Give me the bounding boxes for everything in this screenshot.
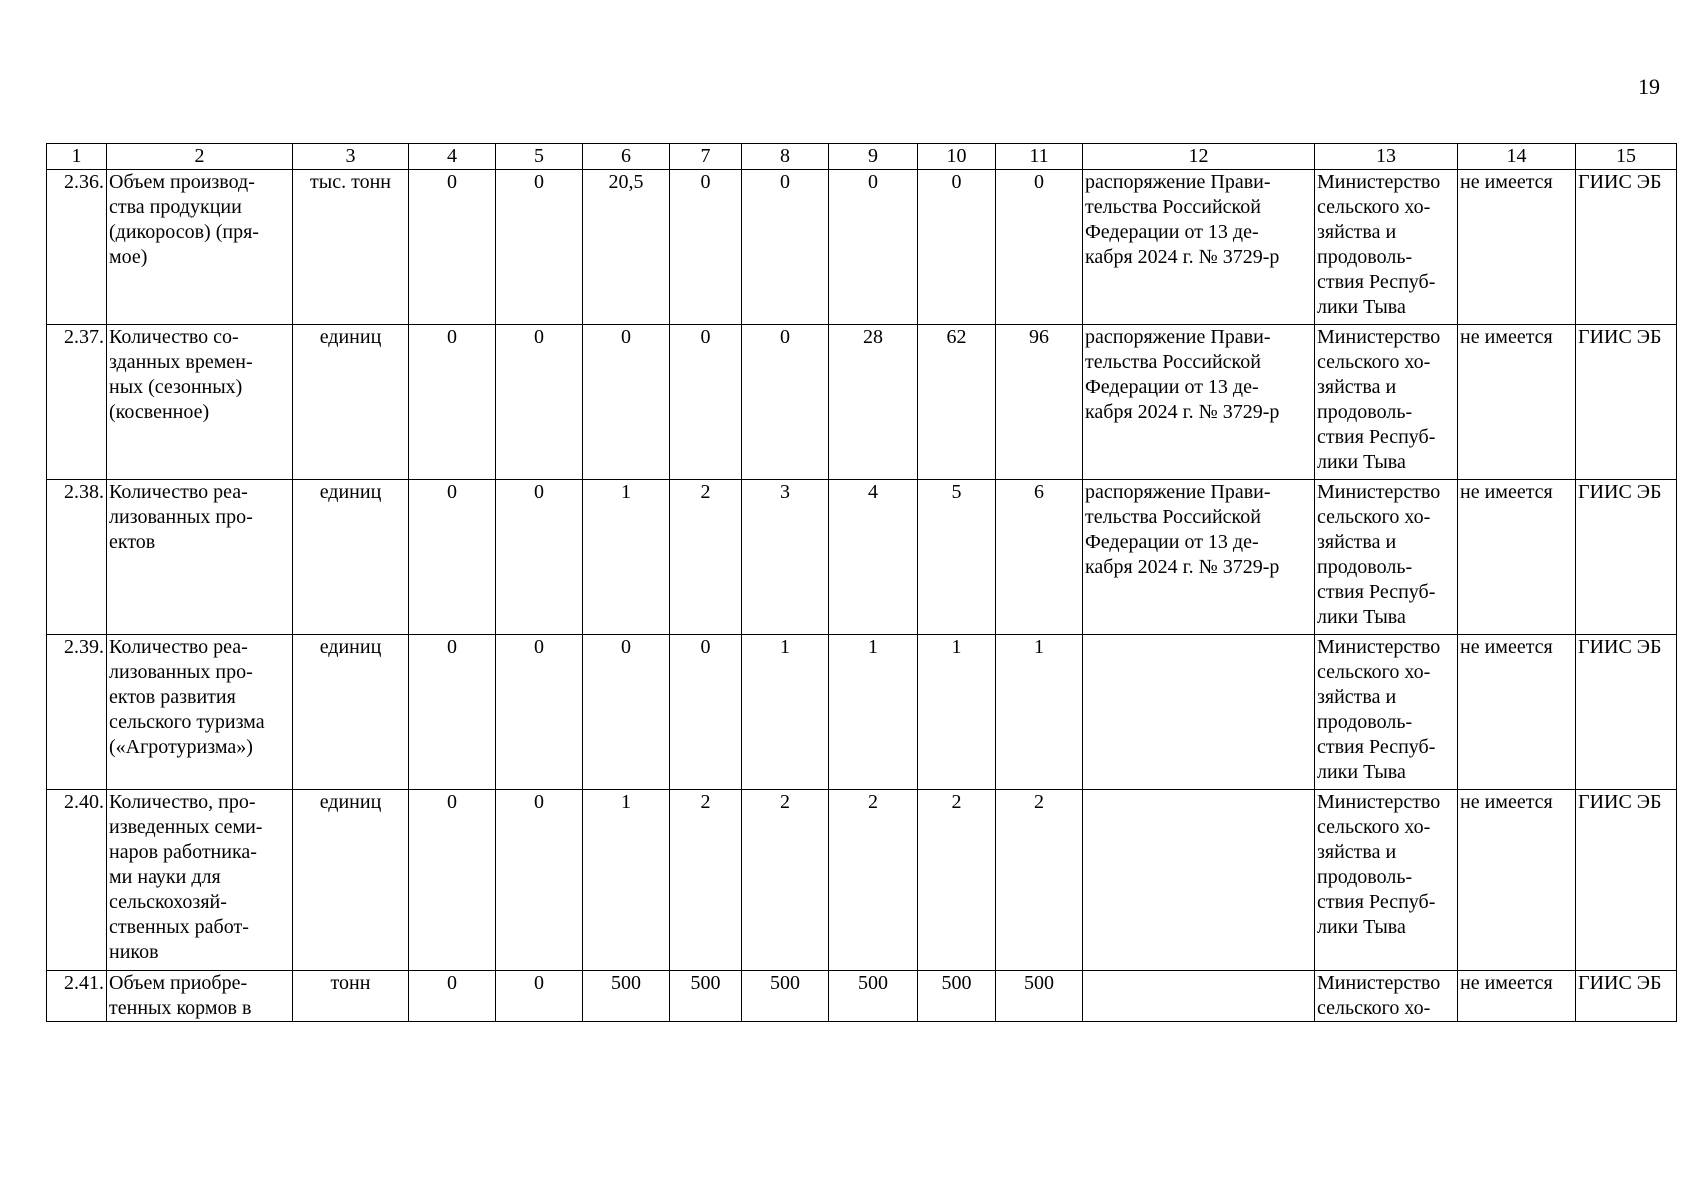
indicator-name-cell: Количество, про- изведенных семи- наров работника- ми науки для сельскохозяй- ственных работ- ников: [107, 790, 293, 971]
indicator-name-cell: Количество реа- лизованных про- ектов развития сельского туризма («Агротуризма»): [107, 635, 293, 790]
value-cell: 2: [918, 790, 996, 971]
organization-cell: Министерство сельского хо-: [1315, 971, 1458, 1022]
value-cell: 20,5: [583, 170, 670, 325]
document-cell: [1083, 635, 1315, 790]
value-cell: 0: [409, 325, 496, 480]
value-cell: 500: [670, 971, 742, 1022]
document-cell: [1083, 790, 1315, 971]
column-header-5: 5: [496, 144, 583, 170]
column-header-8: 8: [742, 144, 829, 170]
value-cell: 0: [742, 170, 829, 325]
value-cell: 0: [409, 170, 496, 325]
column-header-12: 12: [1083, 144, 1315, 170]
system-cell: ГИИС ЭБ: [1576, 635, 1677, 790]
value-cell: 0: [496, 480, 583, 635]
availability-cell: не имеется: [1458, 170, 1576, 325]
organization-cell: Министерство сельского хо- зяйства и продоволь- ствия Респуб- лики Тыва: [1315, 635, 1458, 790]
value-cell: 0: [409, 480, 496, 635]
value-cell: 0: [829, 170, 918, 325]
table-row: [47, 635, 1677, 790]
organization-cell: Министерство сельского хо- зяйства и продоволь- ствия Респуб- лики Тыва: [1315, 790, 1458, 971]
value-cell: 0: [496, 635, 583, 790]
indicator-name-cell: Объем приобре- тенных кормов в: [107, 971, 293, 1022]
page-number: 19: [1638, 74, 1660, 99]
table-row: [47, 790, 1677, 971]
value-cell: 500: [583, 971, 670, 1022]
unit-cell: единиц: [293, 635, 409, 790]
row-number-cell: 2.40.: [47, 790, 107, 971]
value-cell: 1: [918, 635, 996, 790]
unit-cell: тыс. тонн: [293, 170, 409, 325]
value-cell: 0: [670, 325, 742, 480]
unit-cell: единиц: [293, 480, 409, 635]
system-cell: ГИИС ЭБ: [1576, 790, 1677, 971]
column-header-9: 9: [829, 144, 918, 170]
value-cell: 6: [996, 480, 1083, 635]
value-cell: 2: [742, 790, 829, 971]
column-header-15: 15: [1576, 144, 1677, 170]
value-cell: 1: [583, 480, 670, 635]
header-row: [47, 144, 1677, 170]
availability-cell: не имеется: [1458, 635, 1576, 790]
value-cell: 0: [583, 635, 670, 790]
organization-cell: Министерство сельского хо- зяйства и продоволь- ствия Респуб- лики Тыва: [1315, 480, 1458, 635]
value-cell: 62: [918, 325, 996, 480]
value-cell: 500: [829, 971, 918, 1022]
row-number-cell: 2.37.: [47, 325, 107, 480]
value-cell: 500: [742, 971, 829, 1022]
column-header-3: 3: [293, 144, 409, 170]
value-cell: 2: [670, 480, 742, 635]
column-header-7: 7: [670, 144, 742, 170]
row-number-cell: 2.41.: [47, 971, 107, 1022]
system-cell: ГИИС ЭБ: [1576, 971, 1677, 1022]
indicator-name-cell: Объем производ- ства продукции (дикоросов) (пря- мое): [107, 170, 293, 325]
value-cell: 1: [996, 635, 1083, 790]
row-number-cell: 2.39.: [47, 635, 107, 790]
value-cell: 0: [670, 170, 742, 325]
value-cell: 5: [918, 480, 996, 635]
value-cell: 0: [496, 790, 583, 971]
value-cell: 2: [829, 790, 918, 971]
availability-cell: не имеется: [1458, 325, 1576, 480]
value-cell: 0: [996, 170, 1083, 325]
table-header: [47, 144, 1677, 170]
column-header-2: 2: [107, 144, 293, 170]
value-cell: 0: [409, 635, 496, 790]
organization-cell: Министерство сельского хо- зяйства и продоволь- ствия Респуб- лики Тыва: [1315, 325, 1458, 480]
value-cell: 1: [829, 635, 918, 790]
table-row: [47, 971, 1677, 1022]
system-cell: ГИИС ЭБ: [1576, 170, 1677, 325]
column-header-10: 10: [918, 144, 996, 170]
value-cell: 96: [996, 325, 1083, 480]
column-header-6: 6: [583, 144, 670, 170]
table-row: [47, 325, 1677, 480]
value-cell: 0: [670, 635, 742, 790]
availability-cell: не имеется: [1458, 971, 1576, 1022]
value-cell: 500: [918, 971, 996, 1022]
unit-cell: единиц: [293, 325, 409, 480]
indicators-table: [46, 143, 1677, 1022]
value-cell: 2: [996, 790, 1083, 971]
unit-cell: тонн: [293, 971, 409, 1022]
document-cell: распоряжение Прави- тельства Российской Федерации от 13 де- кабря 2024 г. № 3729-р: [1083, 480, 1315, 635]
system-cell: ГИИС ЭБ: [1576, 325, 1677, 480]
indicator-name-cell: Количество реа- лизованных про- ектов: [107, 480, 293, 635]
table-row: [47, 480, 1677, 635]
availability-cell: не имеется: [1458, 480, 1576, 635]
column-header-11: 11: [996, 144, 1083, 170]
column-header-1: 1: [47, 144, 107, 170]
value-cell: 0: [496, 325, 583, 480]
value-cell: 0: [583, 325, 670, 480]
table-body: [47, 170, 1677, 1022]
value-cell: 0: [496, 170, 583, 325]
value-cell: 1: [742, 635, 829, 790]
row-number-cell: 2.38.: [47, 480, 107, 635]
value-cell: 3: [742, 480, 829, 635]
column-header-13: 13: [1315, 144, 1458, 170]
column-header-14: 14: [1458, 144, 1576, 170]
value-cell: 4: [829, 480, 918, 635]
value-cell: 28: [829, 325, 918, 480]
availability-cell: не имеется: [1458, 790, 1576, 971]
document-cell: распоряжение Прави- тельства Российской Федерации от 13 де- кабря 2024 г. № 3729-р: [1083, 170, 1315, 325]
value-cell: 2: [670, 790, 742, 971]
unit-cell: единиц: [293, 790, 409, 971]
value-cell: 1: [583, 790, 670, 971]
organization-cell: Министерство сельского хо- зяйства и продоволь- ствия Респуб- лики Тыва: [1315, 170, 1458, 325]
value-cell: 0: [409, 971, 496, 1022]
column-header-4: 4: [409, 144, 496, 170]
value-cell: 0: [918, 170, 996, 325]
value-cell: 0: [409, 790, 496, 971]
value-cell: 0: [496, 971, 583, 1022]
system-cell: ГИИС ЭБ: [1576, 480, 1677, 635]
value-cell: 0: [742, 325, 829, 480]
indicator-name-cell: Количество со- зданных времен- ных (сезонных) (косвенное): [107, 325, 293, 480]
value-cell: 500: [996, 971, 1083, 1022]
document-cell: [1083, 971, 1315, 1022]
row-number-cell: 2.36.: [47, 170, 107, 325]
document-cell: распоряжение Прави- тельства Российской Федерации от 13 де- кабря 2024 г. № 3729-р: [1083, 325, 1315, 480]
table-row: [47, 170, 1677, 325]
